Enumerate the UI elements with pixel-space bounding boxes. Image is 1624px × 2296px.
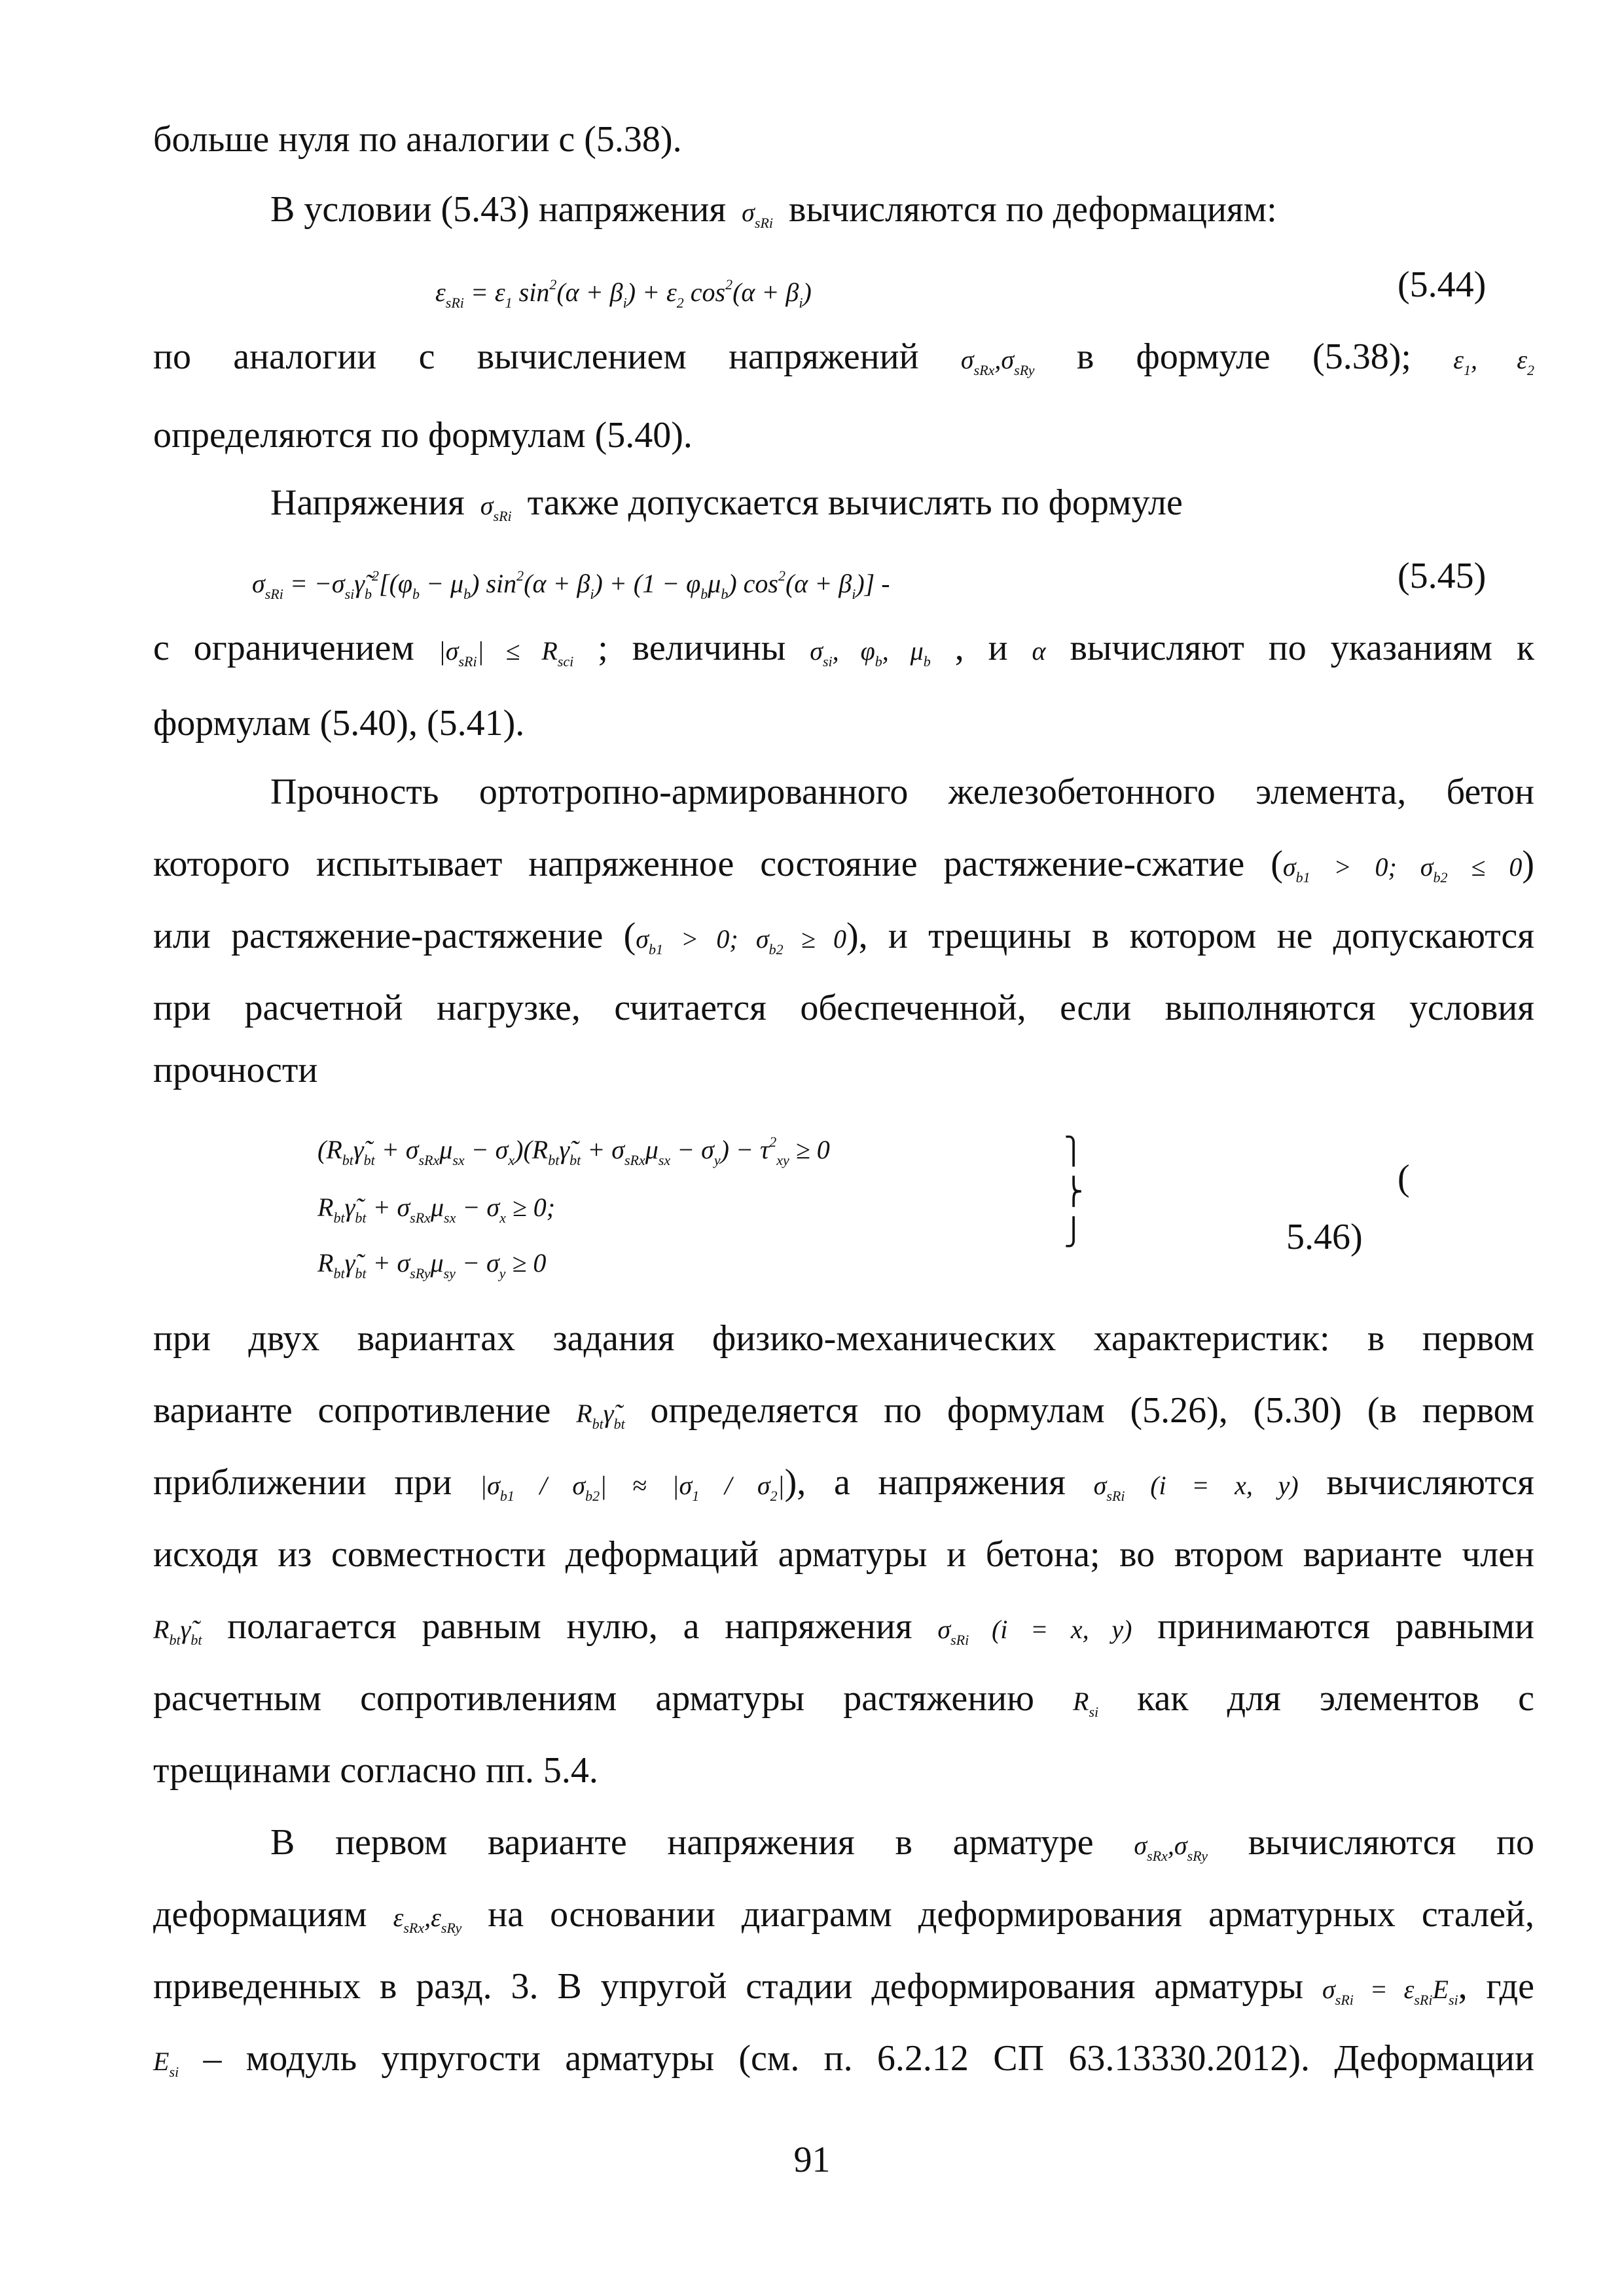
math-inline: $\sigma_{sRx},\sigma_{sRy}$ [1134,1831,1208,1864]
text-line: по аналогии с вычислением напряжений $\sigma_{sRx},\sigma_{sRy}$ в формуле (5.38); $\varepsilon_1$, $\varepsilon_2$ [153,336,1535,378]
equation-number: (5.45) [1398,556,1487,596]
text-line: с ограничением $|\sigma_{sRi}| \le R_{sci}$ ; величины $\sigma_{si}$, $\varphi_b$, $\mu_b$ , и α вычисляют по указаниям к [153,628,1535,670]
text-line: при расчетной нагрузке, считается обеспеченной, если выполняются условия [153,988,1534,1028]
text-line: В первом варианте напряжения в арматуре $\sigma_{sRx},\sigma_{sRy}$ вычисляются по [270,1822,1535,1864]
text-line: варианте сопротивление $R_{bt}\gammã_{bt}$ определяется по формулам (5.26), (5.30) (в первом [153,1390,1535,1432]
equation-number-close: 5.46) [1286,1217,1363,1257]
equation-5-46-row-3: $R_{bt}\gammã_{bt} + \sigma_{sRy}\mu_{sy} - \sigma_y \ge 0$ [317,1248,547,1282]
equation-5-45: $\sigma_{sRi}$ = $-\sigma_{si}\gammã_b^2[(\varphi_b - \mu_b) \sin^2(\alpha + \beta_i) + (1 - \varphi_b\mu_b) \cos^2(\alpha + \beta_i)]$ - [252,567,890,602]
math-inline: $\sigma_{b1} > 0$; $\sigma_{b2} \ge 0$ [636,924,847,958]
equation-number: (5.44) [1398,264,1487,305]
math-inline: $|\sigma_{sRi}| \le R_{sci}$ [438,636,574,670]
math-inline: $\sigma_{b1} > 0$; $\sigma_{b2} \le 0$ [1282,852,1523,886]
text-line: прочности [153,1050,318,1090]
right-brace-icon: ⎫ ⎬ ⎭ [1064,1136,1083,1247]
math-inline: $R_{bt}\gammã_{bt}$ [576,1399,625,1432]
text-line: исходя из совместности деформаций арматуры и бетона; во втором варианте член [153,1534,1534,1575]
text-line: $E_{si}$ – модуль упругости арматуры (см. п. 6.2.12 СП 63.13330.2012). Деформации [153,2038,1534,2080]
math-inline: $\varepsilon_1$, $\varepsilon_2$ [1453,345,1535,378]
math-inline: $\sigma_{sRi}$ (i = x, y) [1093,1471,1299,1504]
math-inline: $\sigma_{sRi}$ [735,198,774,231]
text-line: больше нуля по аналогии с (5.38). [153,119,682,160]
math-inline: $\sigma_{si}$, $\varphi_b$, $\mu_b$ [810,636,931,670]
text-line: расчетным сопротивлениям арматуры растяжению $R_{si}$ как для элементов с [153,1678,1534,1720]
text-line: $R_{bt}\gammã_{bt}$ полагается равным нулю, а напряжения $\sigma_{sRi}$ (i = x, y) принимаются равными [153,1606,1534,1648]
text-line: или растяжение-растяжение ($\sigma_{b1} > 0$; $\sigma_{b2} \ge 0$), и трещины в котором не допускаются [153,916,1535,958]
math-inline: $\varepsilon_{sRx},\varepsilon_{sRy}$ [393,1903,462,1936]
math-inline: $R_{si}$ [1073,1687,1099,1720]
equation-5-46-row-1: ($R_{bt}\gammã_{bt} + \sigma_{sRx}\mu_{sx}$ − $\sigma_x)(R_{bt}\gammã_{bt} + \sigma_{sRx}\mu_{sx} - \sigma_y) - \tau^2_{xy} \ge 0$ [317,1134,830,1168]
equation-number-open: ( [1398,1158,1410,1198]
text-line: при двух вариантах задания физико-механических характеристик: в первом [153,1318,1534,1359]
text-line: трещинами согласно пп. 5.4. [153,1750,598,1791]
math-inline: $R_{bt}\gammã_{bt}$ [153,1615,202,1648]
text-line: которого испытывает напряженное состояние растяжение-сжатие ($\sigma_{b1} > 0$; $\sigma_{b2} \le 0$) [153,844,1534,886]
text-line: определяются по формулам (5.40). [153,415,693,456]
equation-5-44: $\varepsilon_{sRi} = \varepsilon_1$ $\sin^2(\alpha + \beta_i) + \varepsilon_2$ $\cos^2(\alpha + \beta_i)$ [435,276,812,311]
text-line: деформациям $\varepsilon_{sRx},\varepsilon_{sRy}$ на основании диаграмм деформирования арматурных сталей, [153,1894,1535,1936]
math-inline: $\sigma_{sRx},\sigma_{sRy}$ [960,345,1035,378]
page-number: 91 [793,2140,831,2180]
math-inline: α [1032,636,1046,666]
text-line: Напряжения $\sigma_{sRi}$ также допускается вычислять по формуле [270,482,1183,524]
math-inline: $\sigma_{sRi}$ [473,491,512,524]
math-inline: $\sigma_{sRi}$ (i = x, y) [937,1615,1132,1648]
text-line: приближении при $|\sigma_{b1} / \sigma_{b2}| \approx |\sigma_1 / \sigma_2|$), а напряжения $\sigma_{sRi}$ (i = x, y) вычисляются [153,1462,1535,1504]
text-line: формулам (5.40), (5.41). [153,703,525,744]
text-line: Прочность ортотропно-армированного железобетонного элемента, бетон [270,772,1534,812]
math-inline: $|\sigma_{b1} / \sigma_{b2}| \approx |\sigma_1 / \sigma_2|$ [480,1471,785,1504]
math-inline: $\sigma_{sRi} = \varepsilon_{sRi}E_{si}$ [1322,1975,1458,2008]
text-line: приведенных в разд. 3. В упругой стадии деформирования арматуры $\sigma_{sRi} = \varepsilon_{sRi}E_{si}$, где [153,1966,1535,2008]
text-line: В условии (5.43) напряжения $\sigma_{sRi}$ вычисляются по деформациям: [270,189,1277,231]
equation-5-46-row-2: $R_{bt}\gammã_{bt} + \sigma_{sRx}\mu_{sx} - \sigma_x \ge 0$; [317,1193,556,1226]
math-inline: $E_{si}$ [153,2047,179,2080]
